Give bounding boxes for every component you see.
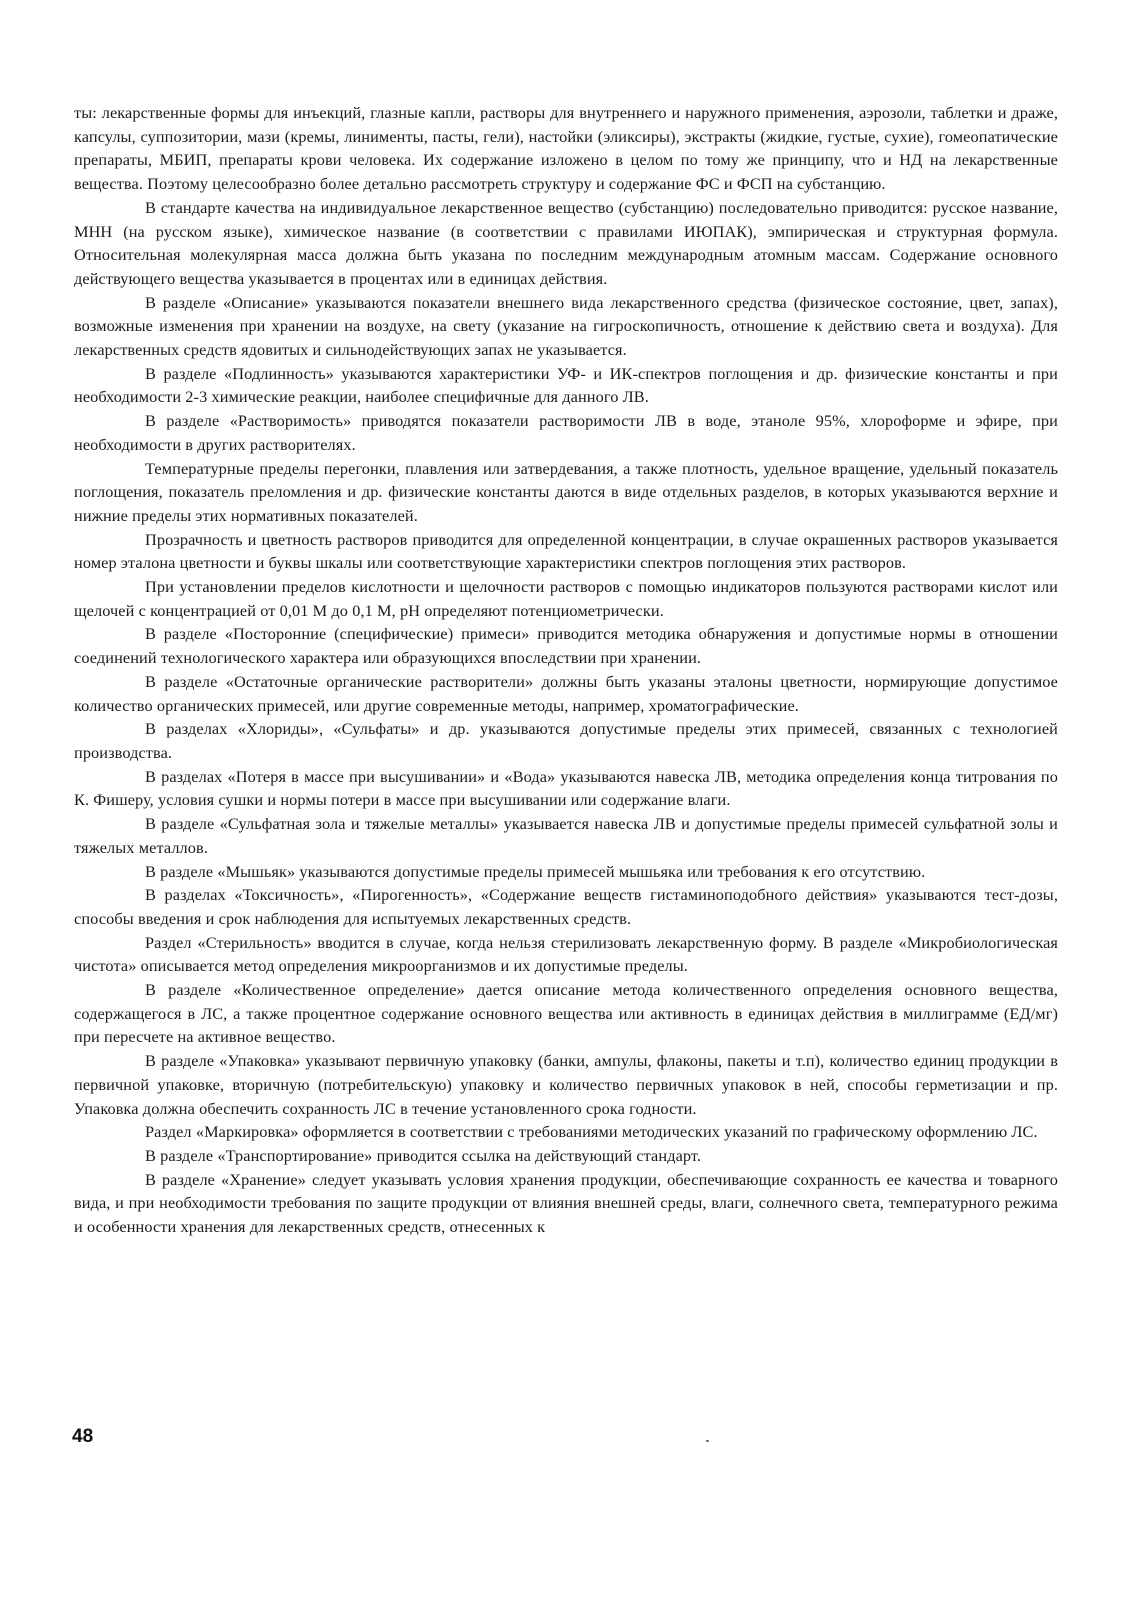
- paragraph: В разделе «Растворимость» приводятся показатели растворимости ЛВ в воде, этаноле 95%, хлороформе и эфире, при необходимости в других растворителях.: [74, 411, 1058, 454]
- paragraph: В разделе «Подлинность» указываются характеристики УФ- и ИК-спектров поглощения и др. физические константы и при необходимости 2-3 химические реакции, наиболее специфичные для данного ЛВ.: [74, 363, 1058, 407]
- paragraph: В разделе «Посторонние (специфические) примеси» приводится методика обнаружения и допустимые нормы в отношении соединений технологического характера или образующихся впоследствии при хранении.: [74, 624, 1058, 668]
- paragraph: В разделе «Упаковка» указывают первичную упаковку (банки, ампулы, флаконы, пакеты и т.п), количество единиц продукции в первичной упаковке, вторичную (потребительскую) упаковку и количество первичных упаковок в ней, способы герметизации и пр. Упаковка должна обеспечить сохранность ЛС в течение установленного срока годности.: [74, 1051, 1058, 1118]
- paragraph: В разделе «Количественное определение» дается описание метода количественного определения основного вещества, содержащегося в ЛС, а также процентное содержание основного вещества или активность в единицах действия в миллиграмме (ЕД/мг) при пересчете на активное вещество.: [74, 980, 1058, 1047]
- paragraph: В разделе «Транспортирование» приводится ссылка на действующий стандарт.: [145, 1145, 702, 1165]
- paragraph: В разделах «Потеря в массе при высушивании» и «Вода» указываются навеска ЛВ, методика определения конца титрования по К. Фишеру, условия сушки и нормы потери в массе при высушивании или содержание влаги.: [74, 766, 1058, 810]
- body-text: [74, 101, 1058, 1239]
- paragraph: Раздел «Маркировка» оформляется в соответствии с требованиями методических указаний по графическому оформлению ЛС.: [145, 1122, 1038, 1142]
- paragraph: Температурные пределы перегонки, плавления или затвердевания, а также плотность, удельное вращение, удельный показатель поглощения, показатель преломления и др. физические константы даются в виде отдельных разделов, в которых указываются верхние и нижние пределы этих нормативных показателей.: [74, 458, 1058, 525]
- paragraph: В разделе «Описание» указываются показатели внешнего вида лекарственного средства (физическое состояние, цвет, запах), возможные изменения при хранении на воздухе, на свету (указание на гигроскопичность, отношение к действию света и воздуха). Для лекарственных средств ядовитых и сильнодействующих запах не указывается.: [74, 292, 1058, 360]
- page-number: 48: [72, 1426, 94, 1447]
- paragraph: Раздел «Стерильность» вводится в случае, когда нельзя стерилизовать лекарственную форму. В разделе «Микробиологическая чистота» описывается метод определения микроорганизмов и их допустимые пределы.: [74, 932, 1058, 976]
- paragraph-continuation: ты: лекарственные формы для инъекций, глазные капли, растворы для внутреннего и наружного применения, аэрозоли, таблетки и драже, капсулы, суппозитории, мази (кремы, линименты, пасты, гели), настойки (эликсиры), экстракты (жидкие, густые, сухие), гомеопатические препараты, МБИП, препараты крови человека. Их содержание изложено в целом по тому же принципу, что и НД на лекарственные вещества. Поэтому целесообразно более детально рассмотреть структуру и содержание ФС и ФСП на субстанцию.: [74, 103, 1058, 194]
- paragraph: В разделах «Токсичность», «Пирогенность», «Содержание веществ гистаминоподобного действия» указываются тест-дозы, способы введения и срок наблюдения для испытуемых лекарственных средств.: [74, 885, 1058, 928]
- paragraph: При установлении пределов кислотности и щелочности растворов с помощью индикаторов пользуются растворами кислот или щелочей с концентрацией от 0,01 М до 0,1 М, pH определяют потенциометрически.: [74, 577, 1058, 620]
- paragraph: В разделе «Остаточные органические растворители» должны быть указаны эталоны цветности, нормирующие допустимое количество органических примесей, или другие современные методы, например, хроматографические.: [74, 671, 1058, 715]
- paragraph: В стандарте качества на индивидуальное лекарственное вещество (субстанцию) последовательно приводится: русское название, МНН (на русском языке), химическое название (в соответствии с правилами ИЮПАК), эмпирическая и структурная формула. Относительная молекулярная масса должна быть указана по последним международным атомным массам. Содержание основного действующего вещества указывается в процентах или в единицах действия.: [74, 197, 1058, 288]
- paragraph: В разделе «Сульфатная зола и тяжелые металлы» указывается навеска ЛВ и допустимые пределы примесей сульфатной золы и тяжелых металлов.: [74, 814, 1058, 857]
- paragraph: В разделе «Хранение» следует указывать условия хранения продукции, обеспечивающие сохранность ее качества и товарного вида, и при необходимости требования по защите продукции от влияния внешней среды, влаги, солнечного света, температурного режима и особенности хранения для лекарственных средств, отнесенных к: [74, 1169, 1058, 1237]
- paragraph: В разделе «Мышьяк» указываются допустимые пределы примесей мышьяка или требования к его отсутствию.: [145, 861, 926, 881]
- scan-speck: [706, 1440, 709, 1442]
- paragraph: Прозрачность и цветность растворов приводится для определенной концентрации, в случае окрашенных растворов указывается номер эталона цветности и буквы шкалы или соответствующие характеристики спектров поглощения этих растворов.: [74, 529, 1058, 573]
- paragraph: В разделах «Хлориды», «Сульфаты» и др. указываются допустимые пределы этих примесей, связанных с технологией производства.: [74, 719, 1058, 762]
